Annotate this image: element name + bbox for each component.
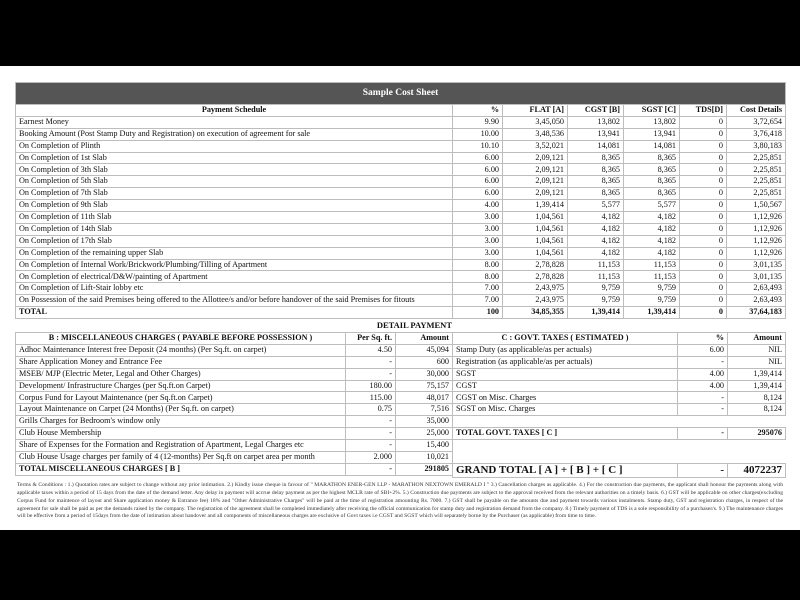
schedule-cgst: 8,365	[568, 176, 624, 188]
schedule-flat: 1,04,561	[503, 235, 568, 247]
misc-description: Adhoc Maintenance Interest free Deposit (24 months) (Per Sq.ft. on carpet)	[16, 344, 346, 356]
schedule-tds: 0	[680, 235, 727, 247]
schedule-stage: On Completion of 14th Slab	[16, 223, 453, 235]
table-row	[16, 344, 453, 356]
misc-amount: 30,000	[396, 368, 453, 380]
schedule-flat: 1,39,414	[503, 200, 568, 212]
schedule-cost-details: 2,25,851	[727, 152, 786, 164]
tax-description: CGST	[453, 380, 678, 392]
tax-percent: -	[678, 404, 728, 416]
schedule-tds: 0	[680, 188, 727, 200]
schedule-percent: 7.00	[453, 283, 503, 295]
misc-amount: 75,157	[396, 380, 453, 392]
schedule-percent: 10.00	[453, 128, 503, 140]
govt-taxes-table	[452, 332, 786, 478]
schedule-cgst: 13,802	[568, 116, 624, 128]
misc-description: Share of Expenses for the Formation and Registration of Apartment, Legal Charges etc	[16, 440, 346, 452]
grand-total-percent: -	[678, 463, 728, 477]
table-row	[16, 356, 453, 368]
table-row	[16, 116, 786, 128]
table-row	[16, 392, 453, 404]
misc-description: Layout Maintenance on Carpet (24 Months) (Per Sq.ft. on carpet)	[16, 404, 346, 416]
tax-description: SGST	[453, 368, 678, 380]
taxes-total-amount: 295076	[728, 428, 786, 440]
table-row	[16, 283, 786, 295]
tax-description: Registration (as applicable/as per actuals)	[453, 356, 678, 368]
misc-col-header-per-sqft: Per Sq. ft.	[346, 333, 396, 345]
table-row	[453, 368, 786, 380]
tax-description: CGST on Misc. Charges	[453, 392, 678, 404]
grand-total-label: GRAND TOTAL [ A ] + [ B ] + [ C ]	[453, 463, 678, 477]
misc-per-sqft: 115.00	[346, 392, 396, 404]
schedule-percent: 4.00	[453, 200, 503, 212]
schedule-percent: 10.10	[453, 140, 503, 152]
taxes-spacer-row	[453, 451, 786, 463]
tax-percent: -	[678, 356, 728, 368]
schedule-stage: Booking Amount (Post Stamp Duty and Registration) on execution of agreement for sale	[16, 128, 453, 140]
misc-per-sqft: -	[346, 356, 396, 368]
tax-percent: 6.00	[678, 344, 728, 356]
misc-col-header-description: B : MISCELLANEOUS CHARGES ( PAYABLE BEFORE POSSESSION )	[16, 333, 346, 345]
misc-amount: 35,000	[396, 416, 453, 428]
schedule-percent: 6.00	[453, 164, 503, 176]
schedule-cost-details: 3,72,654	[727, 116, 786, 128]
schedule-cost-details: 2,25,851	[727, 188, 786, 200]
misc-description: MSEB/ MJP (Electric Meter, Legal and Other Charges)	[16, 368, 346, 380]
schedule-percent: 3.00	[453, 235, 503, 247]
tax-amount: 8,124	[728, 404, 786, 416]
table-row	[453, 392, 786, 404]
detail-payment-section	[15, 332, 785, 478]
schedule-flat: 2,78,828	[503, 259, 568, 271]
taxes-total-percent: -	[678, 428, 728, 440]
schedule-cgst: 9,759	[568, 283, 624, 295]
schedule-stage: On Completion of Lift-Stair lobby etc	[16, 283, 453, 295]
misc-amount: 10,021	[396, 451, 453, 463]
table-row	[16, 368, 453, 380]
schedule-percent: 7.00	[453, 295, 503, 307]
schedule-percent: 6.00	[453, 188, 503, 200]
table-row	[16, 223, 786, 235]
taxes-col-header-amount: Amount	[728, 333, 786, 345]
schedule-cost-details: 3,01,135	[727, 259, 786, 271]
tax-percent: 4.00	[678, 368, 728, 380]
schedule-cost-details: 2,25,851	[727, 176, 786, 188]
table-row	[16, 140, 786, 152]
schedule-tds: 0	[680, 152, 727, 164]
schedule-cgst: 14,081	[568, 140, 624, 152]
misc-total-row	[16, 463, 453, 475]
schedule-cost-details: 1,12,926	[727, 223, 786, 235]
schedule-stage: On Completion of Plinth	[16, 140, 453, 152]
schedule-cost-details: 1,12,926	[727, 247, 786, 259]
misc-per-sqft: -	[346, 416, 396, 428]
schedule-cost-details: 1,12,926	[727, 235, 786, 247]
schedule-tds: 0	[680, 200, 727, 212]
total-cost-details: 37,64,183	[727, 307, 786, 319]
total-sgst: 1,39,414	[624, 307, 680, 319]
schedule-stage: On Completion of 5th Slab	[16, 176, 453, 188]
schedule-sgst: 8,365	[624, 188, 680, 200]
misc-amount: 25,000	[396, 428, 453, 440]
schedule-sgst: 13,802	[624, 116, 680, 128]
schedule-sgst: 8,365	[624, 176, 680, 188]
detail-payment-heading: DETAIL PAYMENT	[376, 320, 452, 331]
schedule-stage: On Completion of the remaining upper Slab	[16, 247, 453, 259]
col-header-flat: FLAT [A]	[503, 105, 568, 117]
table-row	[16, 440, 453, 452]
schedule-percent: 6.00	[453, 176, 503, 188]
cost-sheet-page	[0, 66, 800, 530]
tax-amount: NIL	[728, 356, 786, 368]
total-percent: 100	[453, 307, 503, 319]
schedule-percent: 3.00	[453, 212, 503, 224]
schedule-tds: 0	[680, 164, 727, 176]
schedule-sgst: 8,365	[624, 152, 680, 164]
misc-total-per-sqft: -	[346, 463, 396, 475]
schedule-cgst: 13,941	[568, 128, 624, 140]
tax-description: Stamp Duty (as applicable/as per actuals)	[453, 344, 678, 356]
schedule-cgst: 9,759	[568, 295, 624, 307]
table-row	[453, 356, 786, 368]
misc-total-amount: 291805	[396, 463, 453, 475]
schedule-stage: On Completion of Internal Work/Brickwork/Plumbing/Tilling of Apartment	[16, 259, 453, 271]
schedule-flat: 3,48,536	[503, 128, 568, 140]
taxes-col-header-percent: %	[678, 333, 728, 345]
table-row	[16, 416, 453, 428]
schedule-tds: 0	[680, 140, 727, 152]
schedule-sgst: 8,365	[624, 164, 680, 176]
schedule-sgst: 4,182	[624, 223, 680, 235]
table-row	[16, 295, 786, 307]
schedule-cost-details: 2,25,851	[727, 164, 786, 176]
table-row	[453, 344, 786, 356]
schedule-stage: On Completion of 9th Slab	[16, 200, 453, 212]
total-tds: 0	[680, 307, 727, 319]
misc-description: Club House Membership	[16, 428, 346, 440]
table-row	[16, 235, 786, 247]
misc-col-header-amount: Amount	[396, 333, 453, 345]
schedule-flat: 3,45,050	[503, 116, 568, 128]
schedule-sgst: 14,081	[624, 140, 680, 152]
schedule-cost-details: 3,80,183	[727, 140, 786, 152]
table-row	[16, 259, 786, 271]
schedule-stage: On Completion of 17th Slab	[16, 235, 453, 247]
total-flat: 34,85,355	[503, 307, 568, 319]
schedule-sgst: 4,182	[624, 247, 680, 259]
tax-percent: 4.00	[678, 380, 728, 392]
schedule-sgst: 4,182	[624, 212, 680, 224]
taxes-spacer-row	[453, 440, 786, 452]
schedule-cgst: 4,182	[568, 223, 624, 235]
schedule-sgst: 9,759	[624, 295, 680, 307]
schedule-stage: Earnest Money	[16, 116, 453, 128]
schedule-cgst: 8,365	[568, 152, 624, 164]
misc-per-sqft: 0.75	[346, 404, 396, 416]
tax-description: SGST on Misc. Charges	[453, 404, 678, 416]
schedule-flat: 2,43,975	[503, 295, 568, 307]
schedule-stage: On Completion of 11th Slab	[16, 212, 453, 224]
grand-total-row	[453, 463, 786, 477]
terms-and-conditions: Terms & Conditions : 1.) Quotation rates are subject to change without any prior intimation. 2.) Kindly issue cheque in favour of " MARATHON ENER-GEN LLP - MARATHON NEXTOWN EMERALD I " 3.) Cancellation charges as applicable. 4.) For the construction due payments, the applicant shall honour the payments along with applicable taxes within a period of 15 days from the date of the demand letter. Any delay in payment will accrue delay payment as per the highest MCLR rate of SBI+2%. 5.) Construction due payments are subject to the approval received from the relevant authorities on a timely basis. 6.) GST will be applicable on other charges(excluding Corpus Fund for maintence of layout and Share application money & Entrance fee) 18% and "Other Administrative Charges" will be paid at the time of registration amounting Rs. 7000. 7.) GST shall be payable on the amounts due and payment towards various instalments. Stamp duty, GST and registration charges, in respect of the agreement for sale shall be paid as per the demands raised by the company. The registration of the agreement shall be completed immediately after receiving the official communication for stamp duty and registration demand from the company. 8.) Timely payment of TDS is a sole responsibility of a purchaser/s. 9.) The maintenance charges will be effective from a period of 15days from the date of intimation about handover and all components of miscellaneous charges are exclusive of Govt taxes i.e CGST and SGST which will separately borne by the Purchaser (as applicable) from time to time.	[17, 481, 783, 520]
sheet-title: Sample Cost Sheet	[16, 83, 786, 105]
misc-amount: 600	[396, 356, 453, 368]
tax-amount: 1,39,414	[728, 380, 786, 392]
table-row	[16, 164, 786, 176]
schedule-cgst: 11,153	[568, 259, 624, 271]
misc-charges-table	[15, 332, 453, 476]
schedule-cgst: 4,182	[568, 247, 624, 259]
col-header-percent: %	[453, 105, 503, 117]
grand-total-amount: 4072237	[728, 463, 786, 477]
table-row	[16, 212, 786, 224]
schedule-cost-details: 3,01,135	[727, 271, 786, 283]
schedule-flat: 2,09,121	[503, 176, 568, 188]
schedule-percent: 6.00	[453, 152, 503, 164]
schedule-cgst: 11,153	[568, 271, 624, 283]
col-header-sgst: SGST [C]	[624, 105, 680, 117]
schedule-flat: 2,09,121	[503, 152, 568, 164]
table-row	[16, 152, 786, 164]
taxes-spacer-row	[453, 416, 786, 428]
schedule-percent: 8.00	[453, 259, 503, 271]
col-header-cgst: CGST [B]	[568, 105, 624, 117]
schedule-tds: 0	[680, 212, 727, 224]
table-row	[16, 188, 786, 200]
schedule-flat: 3,52,021	[503, 140, 568, 152]
schedule-tds: 0	[680, 283, 727, 295]
schedule-flat: 2,43,975	[503, 283, 568, 295]
schedule-cgst: 4,182	[568, 212, 624, 224]
schedule-stage: On Possession of the said Premises being offered to the Allottee/s and/or before handover of the said Premises for fitouts	[16, 295, 453, 307]
schedule-tds: 0	[680, 223, 727, 235]
schedule-flat: 1,04,561	[503, 223, 568, 235]
taxes-total-row	[453, 428, 786, 440]
col-header-cost-details: Cost Details	[727, 105, 786, 117]
schedule-stage: On Completion of electrical/D&W/painting of Apartment	[16, 271, 453, 283]
schedule-total-row	[16, 307, 786, 319]
misc-description: Development/ Infrastructure Charges (per Sq.ft.on Carpet)	[16, 380, 346, 392]
misc-per-sqft: 2.000	[346, 451, 396, 463]
misc-description: Corpus Fund for Layout Maintenance (per Sq.ft.on Carpet)	[16, 392, 346, 404]
schedule-tds: 0	[680, 259, 727, 271]
table-row	[453, 404, 786, 416]
total-label: TOTAL	[16, 307, 453, 319]
misc-per-sqft: 4.50	[346, 344, 396, 356]
schedule-stage: On Completion of 3th Slab	[16, 164, 453, 176]
schedule-tds: 0	[680, 128, 727, 140]
misc-description: Grills Charges for Bedroom's window only	[16, 416, 346, 428]
schedule-header-row	[16, 105, 786, 117]
schedule-percent: 3.00	[453, 247, 503, 259]
schedule-sgst: 9,759	[624, 283, 680, 295]
total-cgst: 1,39,414	[568, 307, 624, 319]
schedule-flat: 2,09,121	[503, 188, 568, 200]
misc-total-label: TOTAL MISCELLANEOUS CHARGES [ B ]	[16, 463, 346, 475]
schedule-tds: 0	[680, 176, 727, 188]
misc-amount: 15,400	[396, 440, 453, 452]
misc-per-sqft: -	[346, 368, 396, 380]
table-row	[16, 176, 786, 188]
table-row	[16, 200, 786, 212]
taxes-col-header-description: C : GOVT. TAXES ( ESTIMATED )	[453, 333, 678, 345]
misc-amount: 7,516	[396, 404, 453, 416]
taxes-total-label: TOTAL GOVT. TAXES [ C ]	[453, 428, 678, 440]
misc-per-sqft: -	[346, 428, 396, 440]
table-row	[16, 128, 786, 140]
schedule-percent: 9.90	[453, 116, 503, 128]
tax-percent: -	[678, 392, 728, 404]
schedule-sgst: 13,941	[624, 128, 680, 140]
schedule-tds: 0	[680, 295, 727, 307]
misc-description: Share Application Money and Entrance Fee	[16, 356, 346, 368]
schedule-sgst: 11,153	[624, 271, 680, 283]
schedule-cost-details: 2,63,493	[727, 283, 786, 295]
table-row	[16, 428, 453, 440]
tax-amount: 1,39,414	[728, 368, 786, 380]
misc-description: Club House Usage charges per family of 4 (12-months) Per Sq.ft on carpet area per month	[16, 451, 346, 463]
schedule-tds: 0	[680, 247, 727, 259]
schedule-cost-details: 1,50,567	[727, 200, 786, 212]
schedule-flat: 1,04,561	[503, 247, 568, 259]
tax-amount: 8,124	[728, 392, 786, 404]
schedule-cost-details: 2,63,493	[727, 295, 786, 307]
schedule-sgst: 5,577	[624, 200, 680, 212]
misc-amount: 45,094	[396, 344, 453, 356]
misc-per-sqft: -	[346, 440, 396, 452]
misc-per-sqft: 180.00	[346, 380, 396, 392]
schedule-stage: On Completion of 7th Slab	[16, 188, 453, 200]
schedule-cost-details: 3,76,418	[727, 128, 786, 140]
table-row	[16, 404, 453, 416]
misc-amount: 48,017	[396, 392, 453, 404]
schedule-percent: 3.00	[453, 223, 503, 235]
schedule-stage: On Completion of 1st Slab	[16, 152, 453, 164]
schedule-cgst: 8,365	[568, 164, 624, 176]
cost-sheet	[15, 82, 785, 521]
table-row	[16, 271, 786, 283]
schedule-cgst: 4,182	[568, 235, 624, 247]
table-row	[453, 380, 786, 392]
table-row	[16, 451, 453, 463]
schedule-cgst: 5,577	[568, 200, 624, 212]
schedule-cgst: 8,365	[568, 188, 624, 200]
col-header-payment-schedule: Payment Schedule	[16, 105, 453, 117]
table-row	[16, 247, 786, 259]
col-header-tds: TDS[D]	[680, 105, 727, 117]
tax-amount: NIL	[728, 344, 786, 356]
schedule-tds: 0	[680, 271, 727, 283]
table-row	[16, 380, 453, 392]
schedule-flat: 2,09,121	[503, 164, 568, 176]
taxes-header-row	[453, 333, 786, 345]
schedule-flat: 2,78,828	[503, 271, 568, 283]
schedule-sgst: 4,182	[624, 235, 680, 247]
schedule-percent: 8.00	[453, 271, 503, 283]
payment-schedule-table	[15, 82, 786, 319]
schedule-cost-details: 1,12,926	[727, 212, 786, 224]
misc-header-row	[16, 333, 453, 345]
schedule-sgst: 11,153	[624, 259, 680, 271]
schedule-flat: 1,04,561	[503, 212, 568, 224]
schedule-tds: 0	[680, 116, 727, 128]
